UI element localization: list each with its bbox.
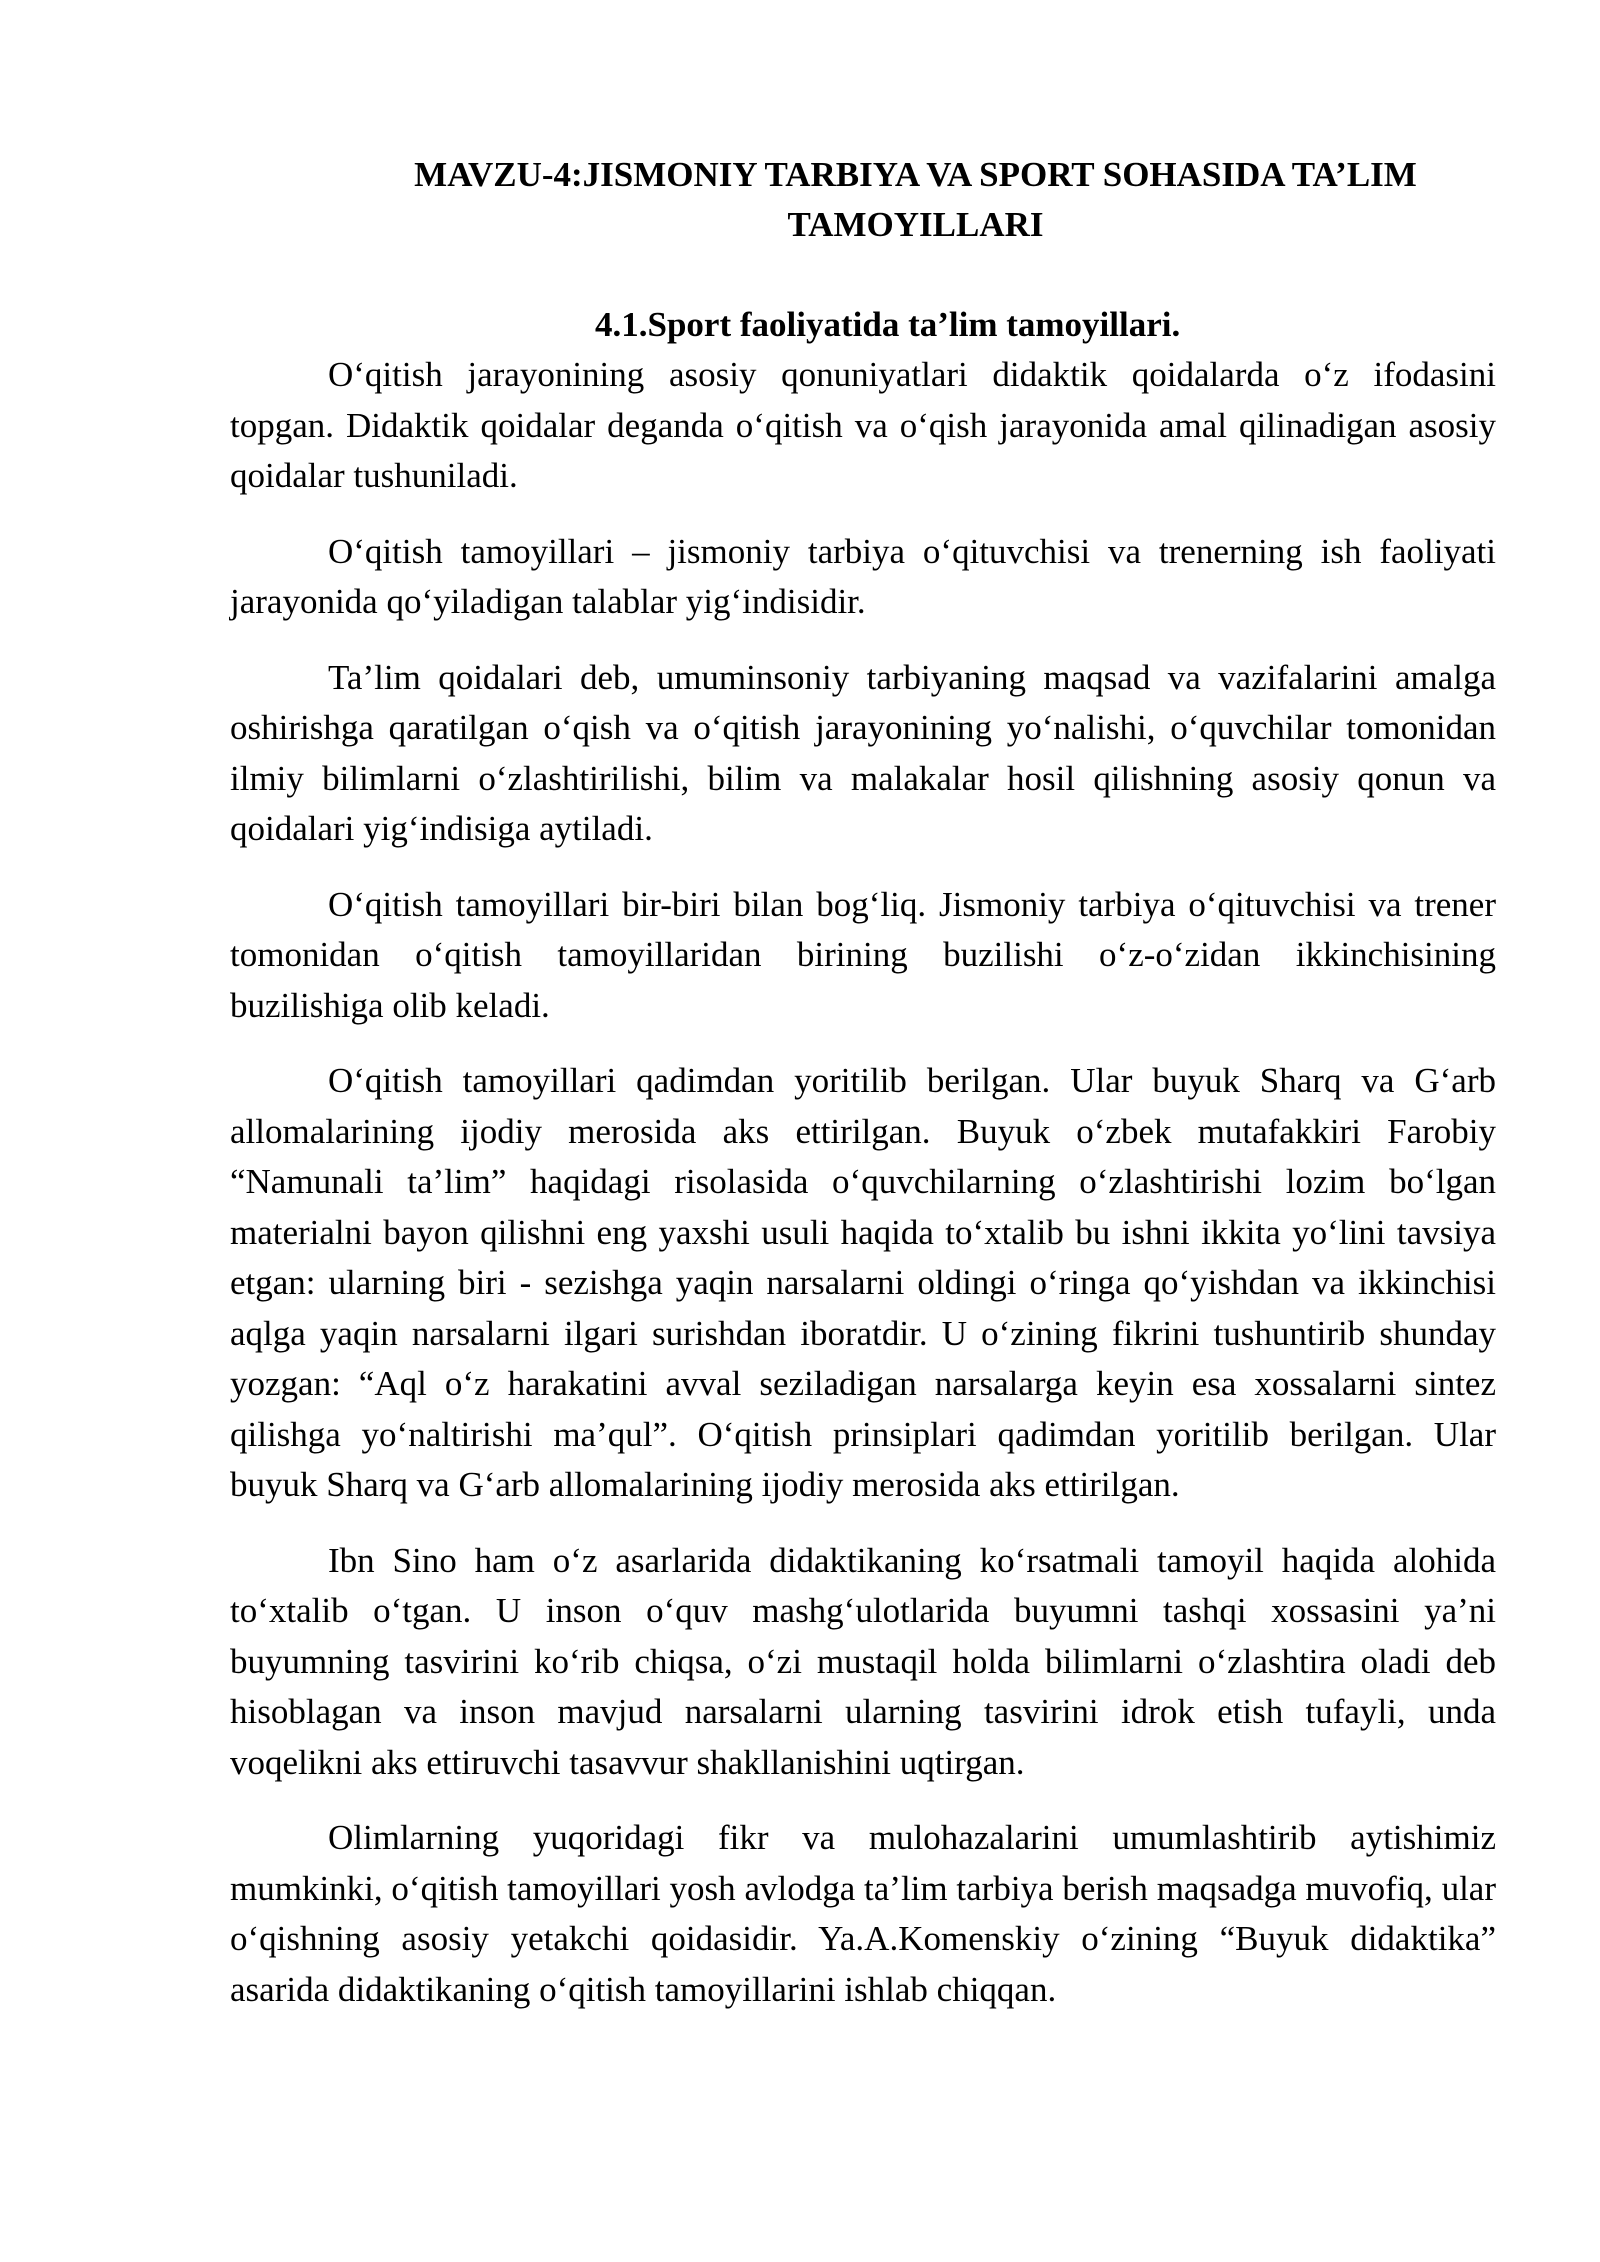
paragraph: O‘qitish jarayonining asosiy qonuniyatlari didaktik qoidalarda o‘z ifodasini topgan. Didaktik qoidalar deganda o‘qitish va o‘qish jarayonida amal qilinadigan asosiy qoidalar tushuniladi. — [230, 355, 1496, 495]
paragraph: Ta’lim qoidalari deb, umuminsoniy tarbiyaning maqsad va vazifalarini amalga oshirishga qaratilgan o‘qish va o‘qitish jarayonining yo‘nalishi, o‘quvchilar tomonidan ilmiy bilimlarni o‘zlashtirilishi, bilim va malakalar hosil qilishning asosiy qonun va qoidalari yig‘indisiga aytiladi. — [230, 657, 1496, 848]
document-title: MAVZU-4:JISMONIY TARBIYA VA SPORT SOHASIDA TA’LIM TAMOYILLARI — [414, 155, 1417, 244]
document-body — [230, 150, 1496, 2015]
paragraph: O‘qitish tamoyillari qadimdan yoritilib berilgan. Ular buyuk Sharq va G‘arb allomalarining ijodiy merosida aks ettirilgan. Buyuk o‘zbek mutafakkiri Farobiy “Namunali ta’lim” haqidagi risolasida o‘quvchilarning o‘zlashtirishi lozim bo‘lgan materialni bayon qilishni eng yaxshi usuli haqida to‘xtalib bu ishni ikkita yo‘lini tavsiya etgan: ularning biri - sezishga yaqin narsalarni oldingi o‘ringa qo‘yishdan va ikkinchisi aqlga yaqin narsalarni ilgari surishdan iboratdir. U o‘zining fikrini tushuntirib shunday yozgan: “Aql o‘z harakatini avval seziladigan narsalarga keyin esa xossalarni sintez qilishga yo‘naltirishi ma’qul”. O‘qitish prinsiplari qadimdan yoritilib berilgan. Ular buyuk Sharq va G‘arb allomalarining ijodiy merosida aks ettirilgan. — [230, 1061, 1496, 1504]
section-heading: 4.1.Sport faoliyatida ta’lim tamoyillari. — [595, 305, 1181, 344]
paragraph: Olimlarning yuqoridagi fikr va mulohazalarini umumlashtirib aytishimiz mumkinki, o‘qitish tamoyillari yosh avlodga ta’lim tarbiya berish maqsadga muvofiq, ular o‘qishning asosiy yetakchi qoidasidir. Ya.A.Komenskiy o‘zining “Buyuk didaktika” asarida didaktikaning o‘qitish tamoyillarini ishlab chiqqan. — [230, 1818, 1496, 2009]
paragraph: Ibn Sino ham o‘z asarlarida didaktikaning ko‘rsatmali tamoyil haqida alohida to‘xtalib o‘tgan. U inson o‘quv mashg‘ulotlarida buyumni tashqi xossasini ya’ni buyumning tasvirini ko‘rib chiqsa, o‘zi mustaqil holda bilimlarni o‘zlashtira oladi deb hisoblagan va inson mavjud narsalarni ularning tasvirini idrok etish tufayli, unda voqelikni aks ettiruvchi tasavvur shakllanishini uqtirgan. — [230, 1540, 1496, 1782]
paragraph: O‘qitish tamoyillari bir-biri bilan bog‘liq. Jismoniy tarbiya o‘qituvchisi va trener tomonidan o‘qitish tamoyillaridan birining buzilishi o‘z-o‘zidan ikkinchisining buzilishiga olib keladi. — [230, 884, 1496, 1025]
paragraph: O‘qitish tamoyillari – jismoniy tarbiya o‘qituvchisi va trenerning ish faoliyati jarayonida qo‘yiladigan talablar yig‘indisidir. — [230, 531, 1496, 621]
